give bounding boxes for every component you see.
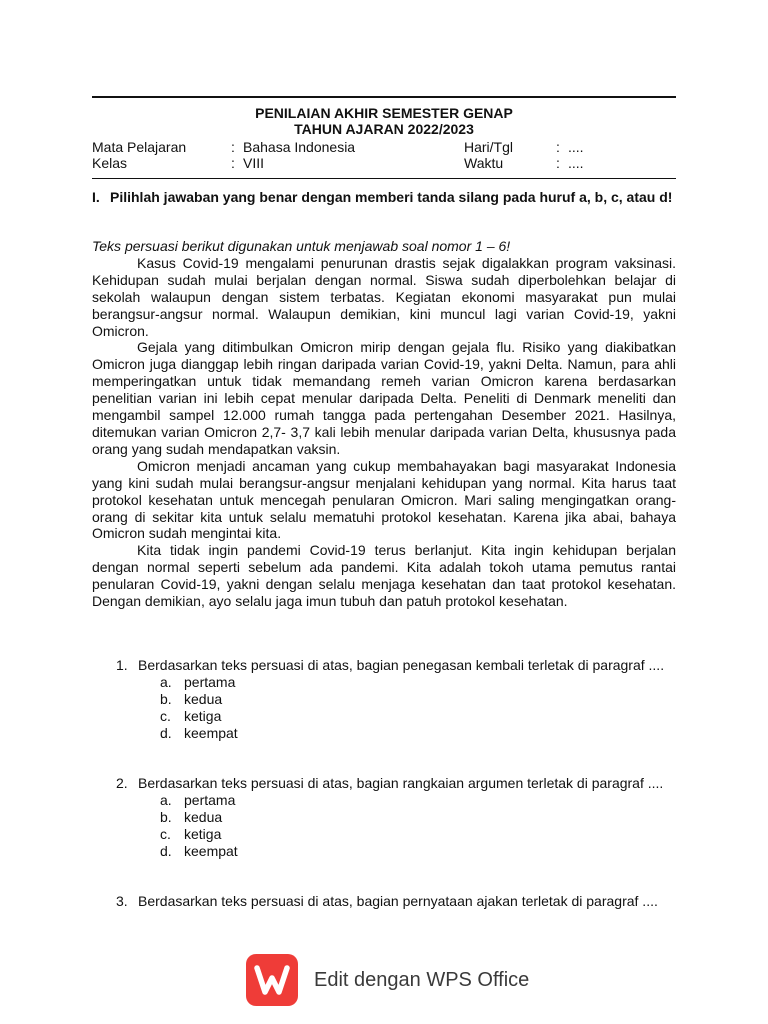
- date-label: Hari/Tgl: [464, 139, 514, 155]
- passage-intro: Teks persuasi berikut digunakan untuk menjawab soal nomor 1 – 6!: [92, 238, 511, 254]
- option-c[interactable]: [160, 708, 676, 725]
- class-label: Kelas: [92, 155, 128, 171]
- option-letter: a.: [160, 674, 172, 690]
- question-text: Berdasarkan teks persuasi di atas, bagian rangkaian argumen terletak di paragraf ....: [138, 775, 664, 791]
- question-number: 2.: [116, 775, 128, 791]
- question-1: [116, 657, 676, 742]
- time-label: Waktu: [464, 155, 504, 171]
- instruction: [92, 189, 676, 223]
- option-letter: c.: [160, 708, 171, 724]
- wps-w-icon: [246, 954, 298, 1006]
- option-text: kedua: [184, 809, 223, 825]
- subject-value: Bahasa Indonesia: [243, 139, 356, 155]
- header-rule: [92, 178, 676, 179]
- option-b[interactable]: [160, 809, 676, 826]
- question-3: [116, 893, 676, 910]
- passage-paragraph-1: Kasus Covid-19 mengalami penurunan drastis sejak digalakkan program vaksinasi. Kehidupan sudah mulai berjalan dengan normal. Siswa sudah diperbolehkan belajar di sekolah walaupun dengan sistem terbatas. Kegiatan ekonomi masyarakat pun mulai berangsur-angsur normal. Walaupun demikian, kini muncul lagi varian Covid-19, yakni Omicron.: [92, 254, 676, 339]
- option-text: keempat: [184, 725, 238, 741]
- option-text: keempat: [184, 843, 238, 859]
- question-number: 3.: [116, 893, 128, 909]
- option-list: [160, 792, 676, 860]
- option-text: ketiga: [184, 826, 222, 842]
- exam-title: PENILAIAN AKHIR SEMESTER GENAP: [255, 105, 513, 121]
- option-letter: d.: [160, 725, 172, 741]
- top-rule: [92, 96, 676, 98]
- question-number: 1.: [116, 657, 128, 673]
- passage-paragraph-3: Omicron menjadi ancaman yang cukup membahayakan bagi masyarakat Indonesia yang kini sudah mulai berangsur-angsur menjalani kehidupan yang normal. Kita harus taat protokol kesehatan untuk mencegah penularan Omicron. Mari saling mengingatkan orang-orang di sekitar kita untuk selalu mematuhi protokol kesehatan. Karena jika abai, bahaya Omicron sudah mengintai kita.: [92, 457, 676, 542]
- question-2: [116, 775, 676, 860]
- time-colon: :: [556, 155, 560, 171]
- instruction-number: I.: [92, 189, 100, 205]
- option-text: pertama: [184, 674, 236, 690]
- passage-paragraph-4: Kita tidak ingin pandemi Covid-19 terus berlanjut. Kita ingin kehidupan berjalan dengan normal seperti sebelum ada pandemi. Kita adalah tokoh utama pemutus rantai penularan Covid-19, yakni dengan selalu menjaga kesehatan dan taat protokol kesehatan. Dengan demikian, ayo selalu jaga imun tubuh dan patuh protokol kesehatan.: [92, 542, 676, 610]
- option-text: pertama: [184, 792, 236, 808]
- subject-colon: :: [231, 139, 235, 155]
- school-year: TAHUN AJARAN 2022/2023: [294, 121, 474, 137]
- option-a[interactable]: [160, 792, 676, 809]
- option-c[interactable]: [160, 826, 676, 843]
- option-text: ketiga: [184, 708, 222, 724]
- option-letter: d.: [160, 843, 172, 859]
- option-text: kedua: [184, 691, 223, 707]
- meta-row-subject: [92, 139, 676, 155]
- option-d[interactable]: [160, 725, 676, 742]
- option-a[interactable]: [160, 674, 676, 691]
- date-colon: :: [556, 139, 560, 155]
- wps-edit-banner[interactable]: [246, 954, 529, 1006]
- passage-paragraph-2: Gejala yang ditimbulkan Omicron mirip dengan gejala flu. Risiko yang diakibatkan Omicron juga dianggap lebih ringan daripada varian Covid-19, yakni Delta. Namun, para ahli memperingatkan untuk tidak memandang remeh varian Omicron karena berdasarkan penelitian varian ini lebih cepat menular daripada Delta. Peneliti di Denmark meneliti dan mengambil sampel 12.000 rumah tangga pada pertengahan Desember 2021. Hasilnya, ditemukan varian Omicron 2,7- 3,7 kali lebih menular daripada varian Delta, khususnya pada orang yang sudah mendapatkan vaksin.: [92, 339, 676, 457]
- subject-label: Mata Pelajaran: [92, 139, 187, 155]
- option-b[interactable]: [160, 691, 676, 708]
- class-value: VIII: [243, 155, 265, 171]
- wps-edit-label[interactable]: Edit dengan WPS Office: [314, 968, 530, 991]
- question-text: Berdasarkan teks persuasi di atas, bagian pernyataan ajakan terletak di paragraf ....: [138, 893, 658, 909]
- wps-logo-icon: [246, 954, 298, 1006]
- option-letter: b.: [160, 691, 172, 707]
- class-colon: :: [231, 155, 235, 171]
- option-letter: a.: [160, 792, 172, 808]
- meta-row-class: [92, 155, 676, 171]
- date-value: ....: [568, 139, 584, 155]
- time-value: ....: [568, 155, 584, 171]
- instruction-text: Pilihlah jawaban yang benar dengan memberi tanda silang pada huruf a, b, c, atau d!: [110, 189, 673, 205]
- option-d[interactable]: [160, 843, 676, 860]
- option-letter: c.: [160, 826, 171, 842]
- question-text: Berdasarkan teks persuasi di atas, bagian penegasan kembali terletak di paragraf ....: [138, 657, 665, 673]
- option-letter: b.: [160, 809, 172, 825]
- passage: [92, 238, 676, 610]
- option-list: [160, 674, 676, 742]
